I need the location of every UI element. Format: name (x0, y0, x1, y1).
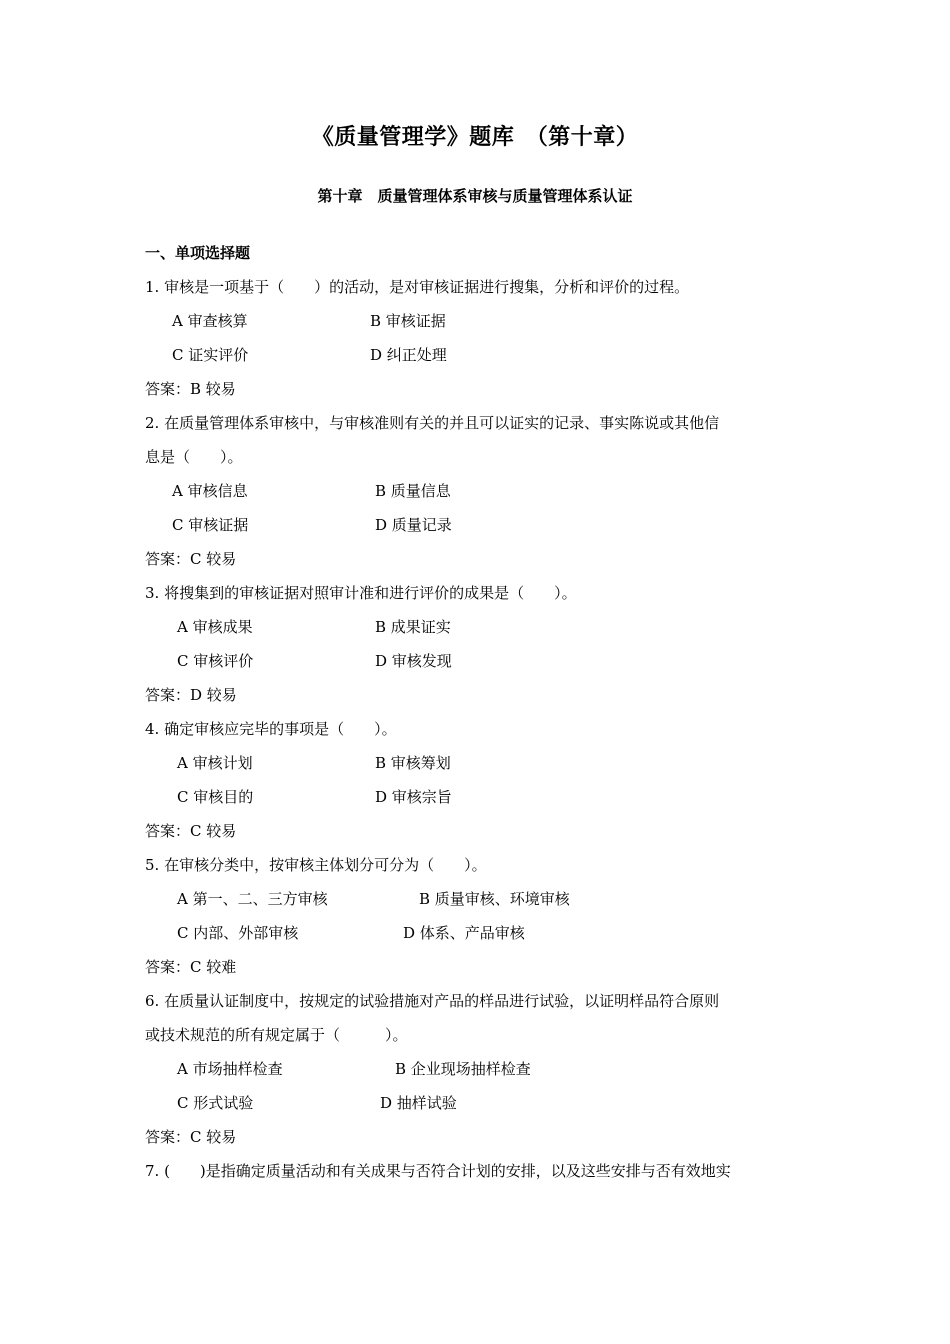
option-row (145, 916, 815, 950)
option-row (145, 304, 815, 338)
option-row (145, 610, 815, 644)
answer-text: 答案：B 较易 (145, 380, 236, 398)
option-row (145, 780, 815, 814)
option-row (145, 882, 815, 916)
option-row (145, 746, 815, 780)
question-text: 或技术规范的所有规定属于（ ）。 (145, 1026, 408, 1044)
option-c: C 审核目的 (177, 788, 254, 806)
section-heading: 一、单项选择题 (145, 244, 251, 262)
answer-text: 答案：C 较易 (145, 822, 237, 840)
question-text: 息是（ ）。 (145, 448, 243, 466)
option-a: A 市场抽样检查 (177, 1060, 283, 1078)
question-text: 2. 在质量管理体系审核中，与审核准则有关的并且可以证实的记录、事实陈说或其他信 (145, 414, 720, 432)
option-b: B 质量信息 (375, 482, 451, 500)
option-d: D 审核发现 (375, 652, 452, 670)
page-title: 《质量管理学》题库 （第十章） (311, 124, 639, 150)
option-d: D 体系、产品审核 (403, 924, 525, 942)
option-a: A 审核计划 (177, 754, 253, 772)
option-c: C 内部、外部审核 (177, 924, 299, 942)
question-list (145, 236, 815, 1188)
option-row (145, 474, 815, 508)
option-d: D 质量记录 (375, 516, 452, 534)
option-b: B 审核筹划 (375, 754, 451, 772)
option-c: C 证实评价 (172, 346, 249, 364)
chapter-subtitle: 第十章 质量管理体系审核与质量管理体系认证 (317, 187, 633, 205)
option-c: C 审核证据 (172, 516, 249, 534)
answer-text: 答案：D 较易 (145, 686, 237, 704)
option-row (145, 508, 815, 542)
question-text: 7. ( )是指确定质量活动和有关成果与否符合计划的安排，以及这些安排与否有效地实 (145, 1162, 731, 1180)
option-a: A 审核成果 (177, 618, 253, 636)
question-text: 6. 在质量认证制度中，按规定的试验措施对产品的样品进行试验，以证明样品符合原则 (145, 992, 720, 1010)
option-b: B 质量审核、环境审核 (419, 890, 570, 908)
option-row (145, 1052, 815, 1086)
answer-text: 答案：C 较易 (145, 1128, 237, 1146)
option-b: B 审核证据 (370, 312, 446, 330)
option-b: B 企业现场抽样检查 (395, 1060, 531, 1078)
option-d: D 抽样试验 (380, 1094, 457, 1112)
option-a: A 审核信息 (172, 482, 248, 500)
question-text: 1. 审核是一项基于（ ）的活动，是对审核证据进行搜集，分析和评价的过程。 (145, 278, 690, 296)
option-row (145, 644, 815, 678)
option-row (145, 1086, 815, 1120)
option-c: C 形式试验 (177, 1094, 254, 1112)
answer-text: 答案：C 较难 (145, 958, 237, 976)
question-text: 4. 确定审核应完毕的事项是（ ）。 (145, 720, 397, 738)
question-text: 3. 将搜集到的审核证据对照审计准和进行评价的成果是（ ）。 (145, 584, 577, 602)
option-b: B 成果证实 (375, 618, 451, 636)
answer-text: 答案：C 较易 (145, 550, 237, 568)
option-d: D 审核宗旨 (375, 788, 452, 806)
option-a: A 审查核算 (172, 312, 248, 330)
option-a: A 第一、二、三方审核 (177, 890, 328, 908)
option-row (145, 338, 815, 372)
question-text: 5. 在审核分类中，按审核主体划分可分为（ ）。 (145, 856, 487, 874)
option-d: D 纠正处理 (370, 346, 447, 364)
option-c: C 审核评价 (177, 652, 254, 670)
